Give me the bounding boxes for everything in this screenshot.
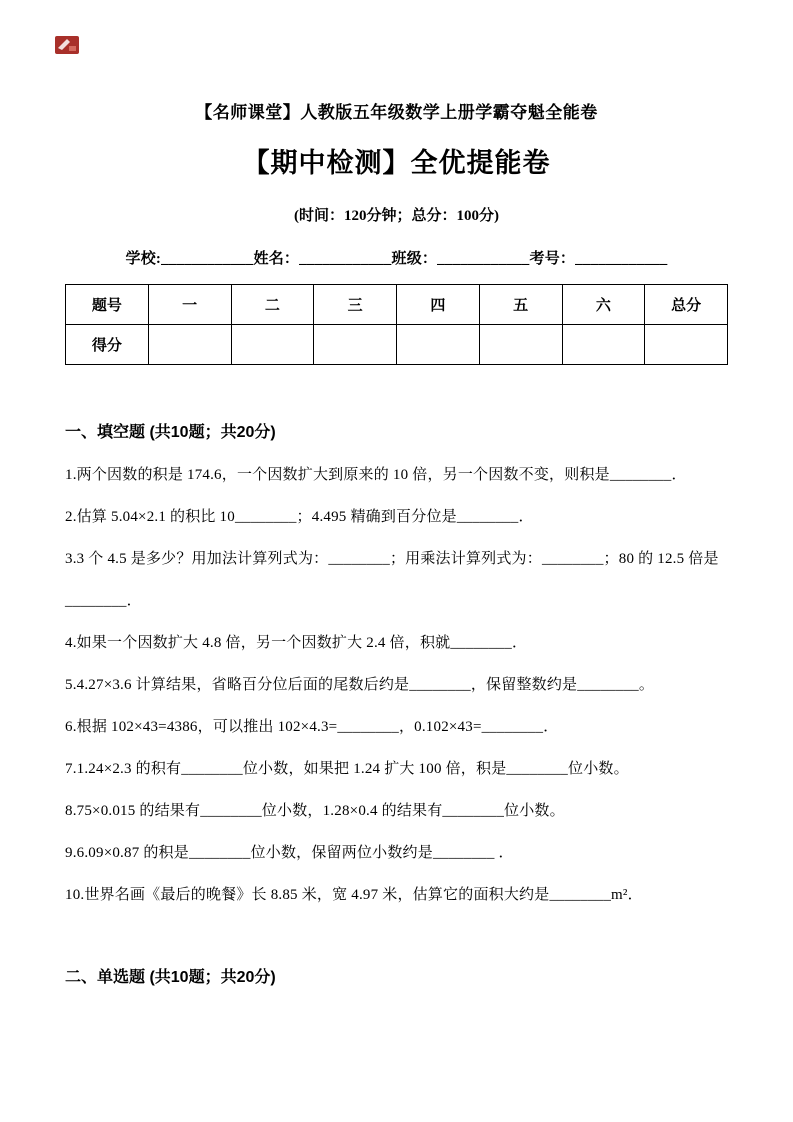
score-table-cell-col1: 一 xyxy=(148,285,231,325)
score-table-cell-question-no: 题号 xyxy=(66,285,149,325)
score-table-cell-empty xyxy=(562,325,645,365)
score-table-cell-col3: 三 xyxy=(314,285,397,325)
score-table-cell-col6: 六 xyxy=(562,285,645,325)
score-table-cell-col5: 五 xyxy=(479,285,562,325)
score-table-cell-col4: 四 xyxy=(397,285,480,325)
section-heading-multiple-choice: 二、单选题 (共10题；共20分) xyxy=(65,969,276,986)
exam-meta: (时间：120分钟；总分：100分) xyxy=(294,208,499,224)
score-table-cell-empty xyxy=(397,325,480,365)
question-item-1: 1.两个因数的积是 174.6，一个因数扩大到原来的 10 倍，另一个因数不变，则积是________． xyxy=(65,467,687,483)
fill-blank-questions xyxy=(65,454,728,916)
score-table-cell-empty xyxy=(645,325,728,365)
score-table-cell-col2: 二 xyxy=(231,285,314,325)
brand-logo-icon xyxy=(54,34,80,56)
score-table xyxy=(65,284,728,365)
question-item-9: 9.6.09×0.87 的积是________位小数，保留两位小数约是________ ． xyxy=(65,845,514,861)
score-table-score-row xyxy=(66,325,728,365)
section-heading-fill-blanks: 一、填空题 (共10题；共20分) xyxy=(65,424,276,441)
question-item-4: 4.如果一个因数扩大 4.8 倍，另一个因数扩大 2.4 倍，积就________． xyxy=(65,635,528,651)
question-item-8: 8.75×0.015 的结果有________位小数，1.28×0.4 的结果有________位小数。 xyxy=(65,803,565,819)
question-item-2: 2.估算 5.04×2.1 的积比 10________；4.495 精确到百分位是________． xyxy=(65,509,534,525)
student-info-fields: 学校:____________姓名：____________班级：____________考号：____________ xyxy=(125,251,668,267)
question-item-3: 3.3 个 4.5 是多少？用加法计算列式为：________；用乘法计算列式为：________；80 的 12.5 倍是________． xyxy=(65,551,719,609)
score-table-cell-score-label: 得分 xyxy=(66,325,149,365)
score-table-cell-total: 总分 xyxy=(645,285,728,325)
question-item-10: 10.世界名画《最后的晚餐》长 8.85 米，宽 4.97 米，估算它的面积大约是________m²． xyxy=(65,887,643,903)
score-table-cell-empty xyxy=(314,325,397,365)
question-item-6: 6.根据 102×43=4386，可以推出 102×4.3=________，0.102×43=________． xyxy=(65,719,559,735)
exam-title: 【名师课堂】人教版五年级数学上册学霸夺魁全能卷 xyxy=(195,103,598,122)
question-item-7: 7.1.24×2.3 的积有________位小数，如果把 1.24 扩大 100 倍，积是________位小数。 xyxy=(65,761,629,777)
score-table-cell-empty xyxy=(148,325,231,365)
score-table-cell-empty xyxy=(231,325,314,365)
score-table-cell-empty xyxy=(479,325,562,365)
score-table-header-row xyxy=(66,285,728,325)
exam-subtitle: 【期中检测】全优提能卷 xyxy=(242,148,551,178)
question-item-5: 5.4.27×3.6 计算结果，省略百分位后面的尾数后约是________，保留整数约是________。 xyxy=(65,677,655,693)
